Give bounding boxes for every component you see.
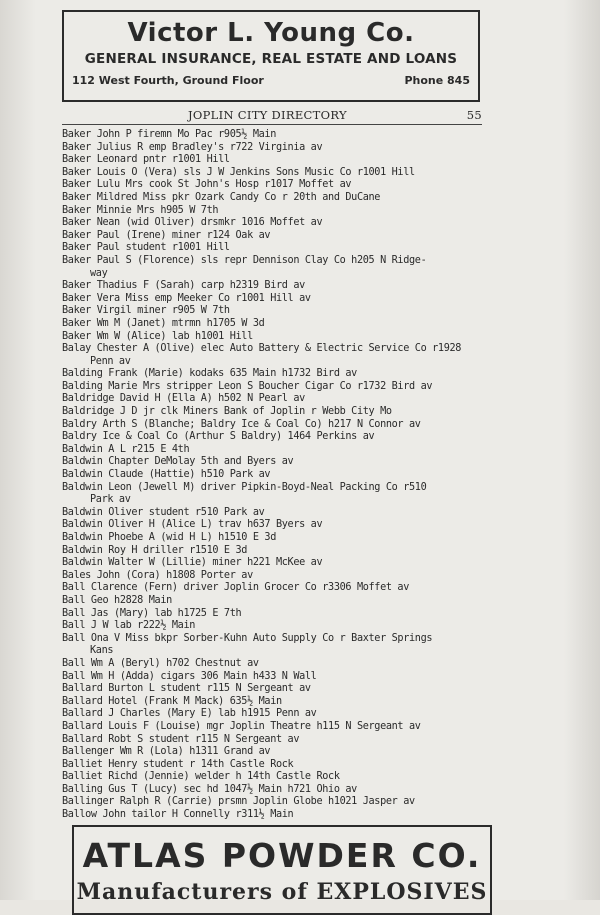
directory-entry: Balay Chester A (Olive) elec Auto Battery & Electric Service Co r1928 (62, 343, 462, 355)
directory-entry: Ballard Louis F (Louise) mgr Joplin Theatre h115 N Sergeant av (62, 720, 421, 732)
directory-entry: Baker Thadius F (Sarah) carp h2319 Bird av (62, 280, 305, 292)
directory-entry: Baldry Ice & Coal Co (Arthur S Baldry) 1464 Perkins av (62, 431, 375, 443)
directory-entry-continuation: Kans (90, 645, 114, 657)
directory-entry: Balling Gus T (Lucy) sec hd 1047½ Main h721 Ohio av (62, 783, 357, 795)
advertiser-tagline: Manufacturers of EXPLOSIVES (76, 879, 488, 905)
directory-entry: Ball J W lab r222½ Main (62, 620, 196, 632)
directory-entry: Baker Paul S (Florence) sls repr Dennison Clay Co h205 N Ridge- (62, 254, 427, 266)
directory-entry: Bales John (Cora) h1808 Porter av (62, 569, 253, 581)
advertiser-services: GENERAL INSURANCE, REAL ESTATE AND LOANS (84, 51, 458, 67)
directory-entry: Baldridge J D jr clk Miners Bank of Joplin r Webb City Mo (62, 406, 392, 418)
directory-entry: Ball Wm H (Adda) cigars 306 Main h433 N Wall (62, 670, 317, 682)
directory-entry: Ballard J Charles (Mary E) lab h1915 Penn av (62, 708, 317, 720)
directory-entry: Baker Virgil miner r905 W 7th (62, 305, 230, 317)
directory-listing (62, 129, 490, 822)
powder-advertisement (72, 825, 492, 915)
directory-entry-continuation: Park av (90, 494, 131, 506)
directory-entry: Balding Marie Mrs stripper Leon S Boucher Cigar Co r1732 Bird av (62, 380, 433, 392)
directory-entry: Baker Lulu Mrs cook St John's Hosp r1017 Moffet av (62, 179, 352, 191)
directory-entry: Baker Minnie Mrs h905 W 7th (62, 204, 219, 216)
directory-entry: Baldwin Oliver H (Alice L) trav h637 Byers av (62, 519, 323, 531)
directory-entry: Baker Leonard pntr r1001 Hill (62, 154, 230, 166)
directory-entry: Baker Paul (Irene) miner r124 Oak av (62, 229, 271, 241)
directory-entry: Baker Vera Miss emp Meeker Co r1001 Hill av (62, 292, 311, 304)
directory-entry: Balliet Richd (Jennie) welder h 14th Castle Rock (62, 771, 340, 783)
directory-entry: Balliet Henry student r 14th Castle Rock (62, 758, 294, 770)
directory-entry-continuation: way (90, 267, 108, 279)
directory-entry: Ballenger Wm R (Lola) h1311 Grand av (62, 746, 271, 758)
directory-entry: Ball Wm A (Beryl) h702 Chestnut av (62, 657, 259, 669)
directory-entry: Baldwin Claude (Hattie) h510 Park av (62, 469, 271, 481)
directory-entry: Baker Paul student r1001 Hill (62, 242, 230, 254)
directory-entry: Baldry Arth S (Blanche; Baldry Ice & Coal Co) h217 N Connor av (62, 418, 421, 430)
advertiser-contact-row (64, 74, 478, 87)
directory-entry: Baker Wm M (Janet) mtrmn h1705 W 3d (62, 317, 265, 329)
directory-entry: Baldridge David H (Ella A) h502 N Pearl av (62, 393, 305, 405)
directory-entry: Baldwin Chapter DeMolay 5th and Byers av (62, 456, 294, 468)
directory-entry: Baker Louis O (Vera) sls J W Jenkins Sons Music Co r1001 Hill (62, 166, 415, 178)
directory-title: JOPLIN CITY DIRECTORY (188, 108, 347, 122)
advertiser-phone: Phone 845 (404, 74, 470, 87)
header-rule (62, 124, 482, 125)
page-number: 55 (466, 108, 482, 122)
directory-entry: Baker Wm W (Alice) lab h1001 Hill (62, 330, 253, 342)
directory-entry: Baldwin Leon (Jewell M) driver Pipkin-Boyd-Neal Packing Co r510 (62, 481, 427, 493)
directory-entry: Baldwin Walter W (Lillie) miner h221 McKee av (62, 557, 323, 569)
directory-entry: Baker Mildred Miss pkr Ozark Candy Co r 20th and DuCane (62, 191, 381, 203)
insurance-advertisement (62, 10, 480, 102)
directory-entry: Balding Frank (Marie) kodaks 635 Main h1732 Bird av (62, 368, 357, 380)
advertiser-address: 112 West Fourth, Ground Floor (72, 74, 264, 87)
directory-entry: Ball Clarence (Fern) driver Joplin Grocer Co r3306 Moffet av (62, 582, 410, 594)
directory-entry: Baldwin Phoebe A (wid H L) h1510 E 3d (62, 532, 276, 543)
directory-entry: Ball Ona V Miss bkpr Sorber-Kuhn Auto Supply Co r Baxter Springs (62, 632, 433, 644)
directory-entry: Ball Geo h2828 Main (62, 594, 172, 606)
directory-entry: Ballow John tailor H Connelly r311½ Main (62, 809, 294, 821)
directory-entry: Baker John P firemn Mo Pac r905½ Main (62, 129, 276, 140)
advertiser-name: ATLAS POWDER CO. (82, 836, 482, 875)
directory-entry: Ballard Robt S student r115 N Sergeant av (62, 733, 300, 745)
directory-entry: Baker Nean (wid Oliver) drsmkr 1016 Moffet av (62, 217, 323, 229)
directory-entry: Baldwin Oliver student r510 Park av (62, 506, 265, 518)
advertiser-name: Victor L. Young Co. (127, 18, 415, 48)
directory-entry: Baldwin A L r215 E 4th (62, 443, 190, 455)
directory-entry: Baker Julius R emp Bradley's r722 Virginia av (62, 141, 323, 153)
directory-entry: Ballard Burton L student r115 N Sergeant av (62, 683, 311, 695)
directory-entry: Ballard Hotel (Frank M Mack) 635½ Main (62, 695, 282, 707)
directory-entry: Ball Jas (Mary) lab h1725 E 7th (62, 607, 242, 619)
directory-entry: Baldwin Roy H driller r1510 E 3d (62, 544, 248, 556)
directory-entry-continuation: Penn av (90, 355, 131, 367)
directory-entry: Ballinger Ralph R (Carrie) prsmn Joplin Globe h1021 Jasper av (62, 796, 415, 808)
